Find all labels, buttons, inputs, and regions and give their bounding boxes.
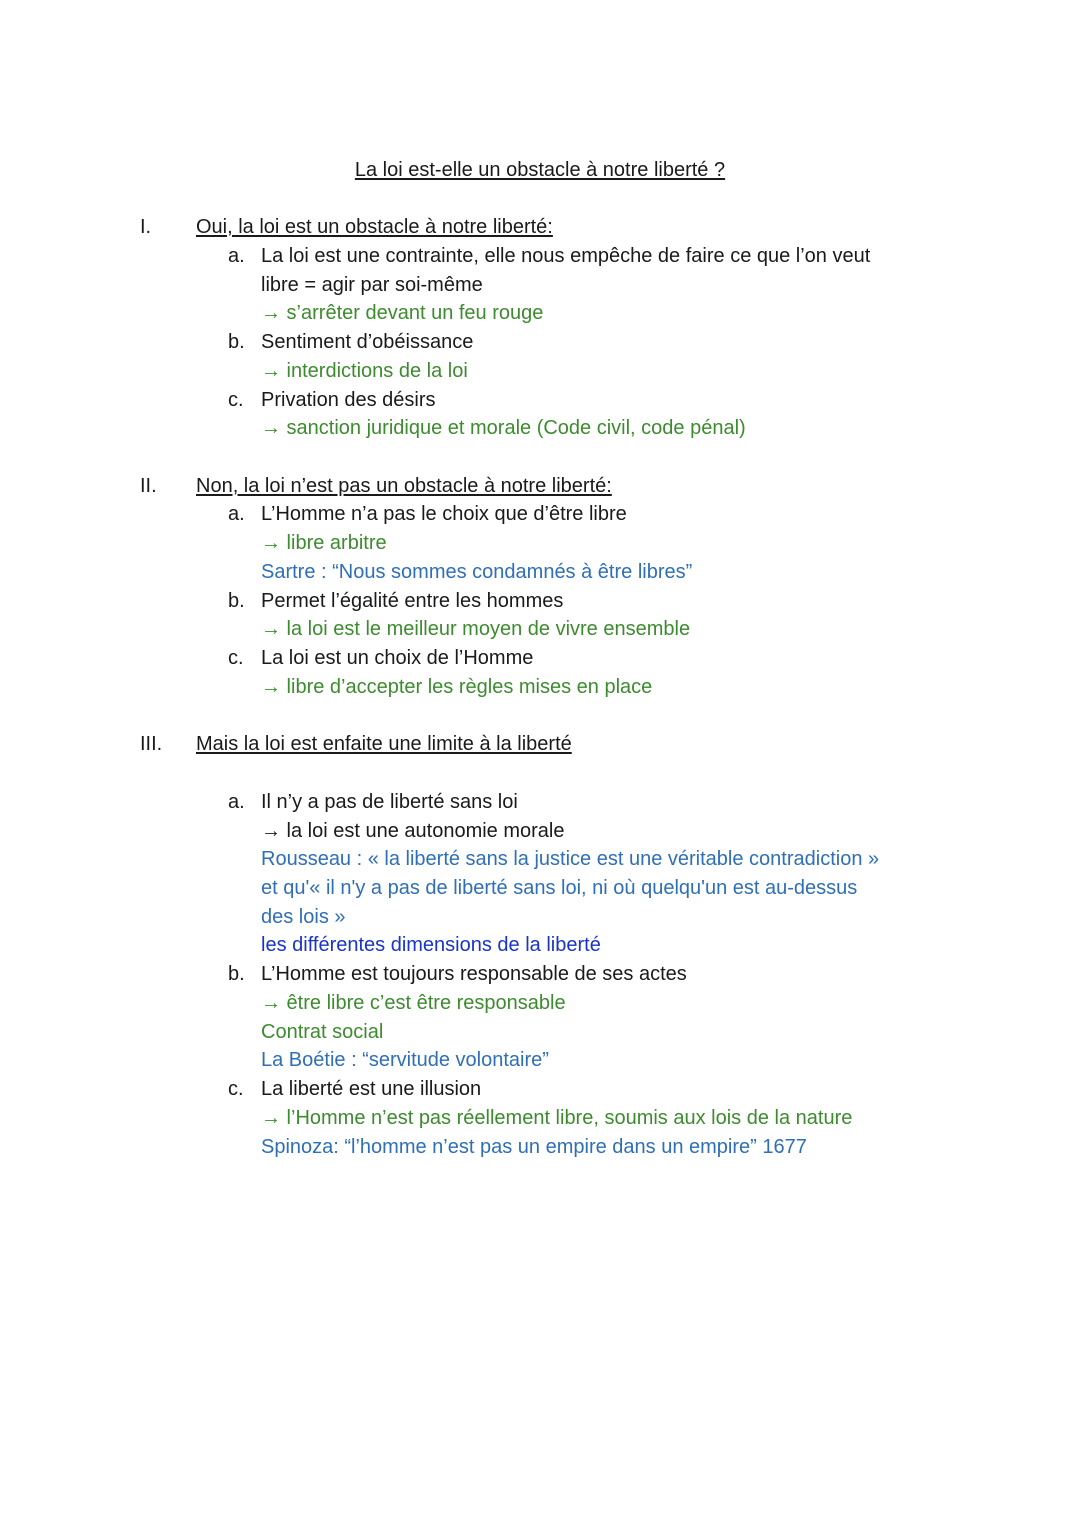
item-2a-example: → libre arbitre	[261, 532, 387, 554]
item-3b-label: b.	[228, 963, 245, 985]
item-2c-text: La loi est un choix de l’Homme	[261, 647, 534, 669]
item-1a-label: a.	[228, 245, 245, 267]
item-3b-reference: La Boétie : “servitude volontaire”	[261, 1049, 549, 1071]
item-3b-example-2: Contrat social	[261, 1021, 384, 1043]
item-2b-example: → la loi est le meilleur moyen de vivre ensemble	[261, 618, 691, 640]
item-3c-label: c.	[228, 1078, 244, 1100]
item-1c-text: Privation des désirs	[261, 389, 436, 411]
item-3c-reference: Spinoza: “l’homme n’est pas un empire dans un empire” 1677	[261, 1136, 807, 1158]
item-3a-text: Il n’y a pas de liberté sans loi	[261, 791, 518, 813]
item-1a-text-line2: libre = agir par soi-même	[261, 274, 483, 296]
item-3a-concept: les différentes dimensions de la liberté	[261, 934, 601, 956]
section-2-numeral: II.	[140, 475, 157, 497]
item-2a-text: L’Homme n’a pas le choix que d’être libre	[261, 503, 627, 525]
item-2a-reference: Sartre : “Nous sommes condamnés à être libres”	[261, 561, 693, 583]
item-3a-reference-line2: et qu'« il n'y a pas de liberté sans loi, ni où quelqu'un est au-dessus	[261, 877, 858, 899]
section-1-numeral: I.	[140, 216, 152, 238]
item-2b-label: b.	[228, 590, 245, 612]
item-2c-label: c.	[228, 647, 244, 669]
item-2b-text: Permet l’égalité entre les hommes	[261, 590, 564, 612]
item-3a-subpoint: → la loi est une autonomie morale	[261, 820, 565, 842]
section-3-numeral: III.	[140, 733, 163, 755]
section-3-heading: Mais la loi est enfaite une limite à la liberté	[196, 733, 572, 755]
item-3a-label: a.	[228, 791, 245, 813]
item-2c-example: → libre d’accepter les règles mises en place	[261, 676, 653, 698]
item-3a-reference-line1: Rousseau : « la liberté sans la justice est une véritable contradiction »	[261, 848, 880, 870]
item-3b-example: → être libre c’est être responsable	[261, 992, 566, 1014]
item-1b-text: Sentiment d’obéissance	[261, 331, 474, 353]
item-2a-label: a.	[228, 503, 245, 525]
item-1a-example: → s’arrêter devant un feu rouge	[261, 302, 544, 324]
item-1b-example: → interdictions de la loi	[261, 360, 468, 382]
item-1b-label: b.	[228, 331, 245, 353]
section-2-heading: Non, la loi n’est pas un obstacle à notre liberté:	[196, 475, 612, 497]
item-3c-text: La liberté est une illusion	[261, 1078, 482, 1100]
item-3b-text: L’Homme est toujours responsable de ses actes	[261, 963, 687, 985]
page-title: La loi est-elle un obstacle à notre liberté ?	[354, 159, 726, 181]
item-1a-text-line1: La loi est une contrainte, elle nous empêche de faire ce que l’on veut	[261, 245, 871, 267]
item-3c-example: → l’Homme n’est pas réellement libre, soumis aux lois de la nature	[261, 1107, 853, 1129]
item-1c-example: → sanction juridique et morale (Code civil, code pénal)	[261, 417, 746, 439]
item-1c-label: c.	[228, 389, 244, 411]
section-1-heading: Oui, la loi est un obstacle à notre liberté:	[196, 216, 553, 238]
item-3a-reference-line3: des lois »	[261, 906, 346, 928]
